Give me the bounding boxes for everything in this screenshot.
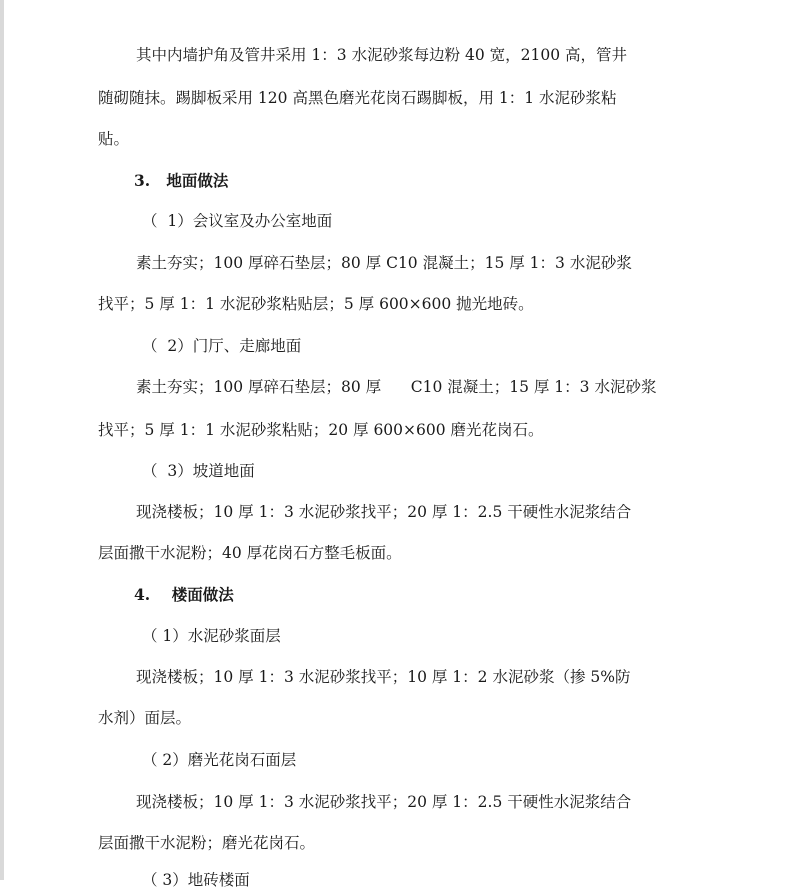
section-heading: 4. 楼面做法 bbox=[134, 585, 234, 604]
subsection-heading: （ 3）坡道地面 bbox=[142, 462, 255, 480]
paragraph-line: 素土夯实；100 厚碎石垫层；80 厚 C10 混凝土；15 厚 1：3 水泥砂浆 bbox=[136, 378, 657, 396]
subsection-heading: （ 2）门厅、走廊地面 bbox=[142, 337, 302, 355]
paragraph-line: 现浇楼板；10 厚 1：3 水泥砂浆找平；20 厚 1：2.5 干硬性水泥浆结合 bbox=[136, 793, 632, 811]
paragraph-line: 随砌随抹。踢脚板采用 120 高黑色磨光花岗石踢脚板，用 1：1 水泥砂浆粘 bbox=[98, 89, 617, 107]
paragraph-line: 层面撒干水泥粉；磨光花岗石。 bbox=[98, 834, 316, 852]
paragraph-line: 现浇楼板；10 厚 1：3 水泥砂浆找平；20 厚 1：2.5 干硬性水泥浆结合 bbox=[136, 503, 632, 521]
paragraph-line: 层面撒干水泥粉；40 厚花岗石方整毛板面。 bbox=[98, 544, 402, 562]
subsection-heading: （ 1）水泥砂浆面层 bbox=[142, 627, 281, 645]
paragraph-line: 素土夯实；100 厚碎石垫层；80 厚 C10 混凝土；15 厚 1：3 水泥砂浆 bbox=[136, 254, 632, 272]
paragraph-line: 找平；5 厚 1：1 水泥砂浆粘贴；20 厚 600×600 磨光花岗石。 bbox=[98, 421, 544, 439]
paragraph-line: 找平；5 厚 1：1 水泥砂浆粘贴层；5 厚 600×600 抛光地砖。 bbox=[98, 295, 534, 313]
subsection-heading: （ 1）会议室及办公室地面 bbox=[142, 212, 333, 230]
paragraph-line: 贴。 bbox=[98, 130, 130, 148]
paragraph-line: 现浇楼板；10 厚 1：3 水泥砂浆找平；10 厚 1：2 水泥砂浆（掺 5%防 bbox=[136, 668, 631, 686]
paragraph-line: 水剂）面层。 bbox=[98, 709, 192, 727]
subsection-heading: （ 2）磨光花岗石面层 bbox=[142, 751, 297, 769]
paragraph-line: 其中内墙护角及管井采用 1：3 水泥砂浆每边粉 40 宽，2100 高，管井 bbox=[136, 46, 628, 64]
subsection-heading: （ 3）地砖楼面 bbox=[142, 871, 250, 889]
section-heading: 3. 地面做法 bbox=[134, 171, 229, 190]
